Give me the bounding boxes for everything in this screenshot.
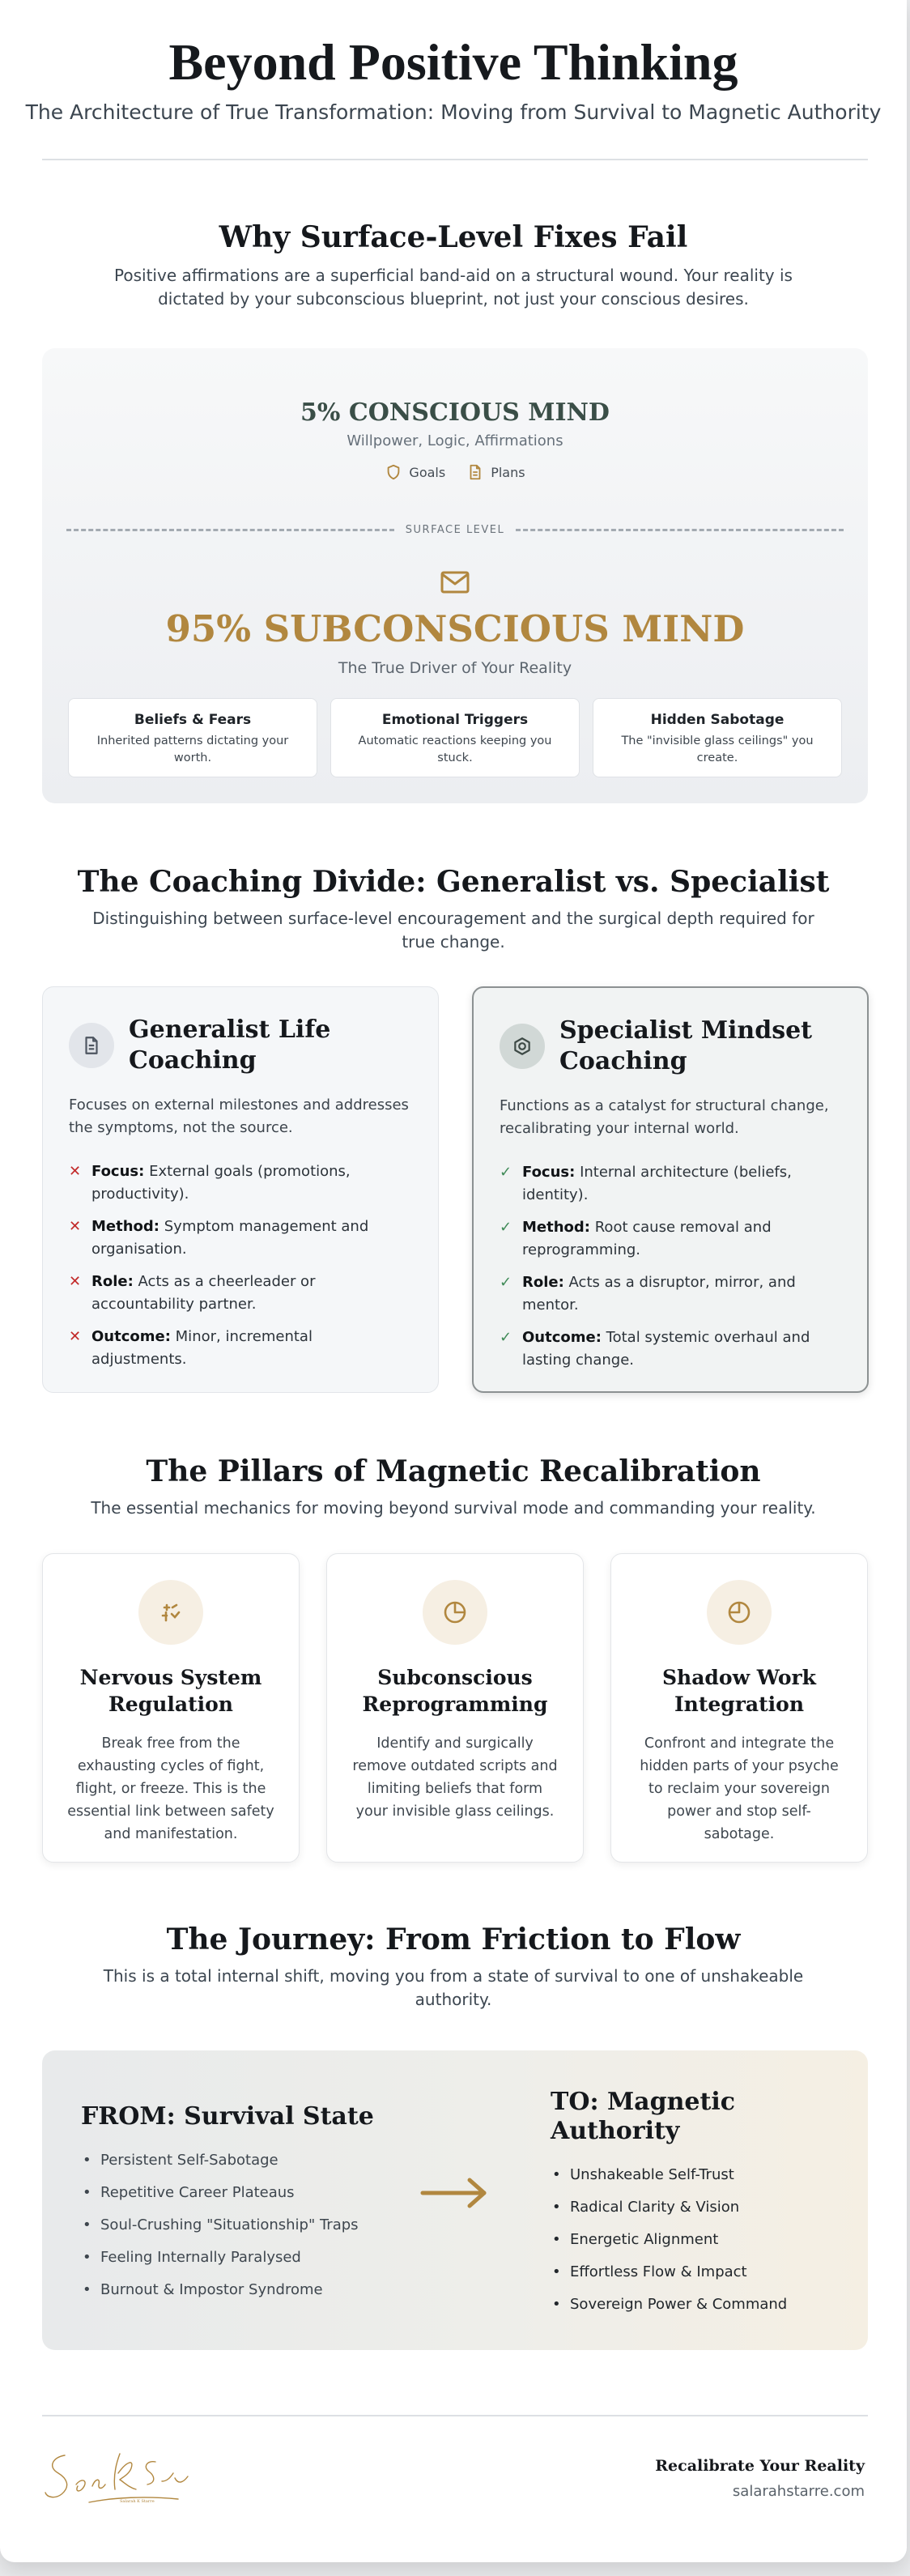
list-item: • Feeling Internally Paralysed — [81, 2242, 405, 2274]
tag-label: Plans — [491, 464, 525, 480]
target-icon — [512, 1036, 533, 1057]
subconscious-card-sabotage — [593, 698, 842, 777]
card-description: Inherited patterns dictating your worth. — [96, 734, 289, 764]
cross-icon: ✕ — [69, 1218, 82, 1235]
tag-label: Goals — [409, 464, 446, 480]
conscious-tags — [42, 463, 868, 481]
svg-text:Salarah K Starre: Salarah K Starre — [120, 2499, 155, 2504]
to-column — [551, 2088, 826, 2321]
surface-level-divider — [66, 522, 844, 538]
generalist-badge — [69, 1023, 114, 1068]
section-title-coaching: The Coaching Divide: Generalist vs. Specialist — [77, 865, 830, 899]
pillar-icon-circle — [138, 1580, 203, 1645]
subconscious-card-triggers — [330, 698, 580, 777]
signature-logo — [40, 2438, 199, 2515]
generalist-description: Focuses on external milestones and addresses the symptoms, not the source. — [69, 1096, 409, 1136]
tag-plans — [466, 463, 525, 481]
list-item: ✓ Outcome: Total systemic overhaul and lasting change. — [500, 1326, 841, 1372]
subconscious-mind-subtitle: The True Driver of Your Reality — [338, 659, 572, 677]
specialist-description: Functions as a catalyst for structural change, recalibrating your internal world. — [500, 1097, 829, 1137]
section-subtitle-pillars: The essential mechanics for moving beyond survival mode and commanding your reality. — [91, 1498, 816, 1518]
card-description: Automatic reactions keeping you stuck. — [358, 734, 552, 764]
conscious-mind-subtitle: Willpower, Logic, Affirmations — [347, 432, 563, 449]
page-title: Beyond Positive Thinking — [168, 33, 738, 91]
pillar-card-nervous-system — [42, 1553, 300, 1863]
list-item: • Energetic Alignment — [551, 2224, 826, 2256]
list-item: • Unshakeable Self-Trust — [551, 2159, 826, 2191]
section-subtitle-journey: This is a total internal shift, moving you from a state of survival to one of unshakeable authority. — [103, 1966, 804, 2009]
section-title-journey: The Journey: From Friction to Flow — [166, 1922, 741, 1956]
generalist-coaching-card — [42, 986, 439, 1393]
list-item: • Radical Clarity & Vision — [551, 2191, 826, 2224]
list-item: ✓ Method: Root cause removal and reprogramming. — [500, 1216, 841, 1262]
check-icon: ✓ — [500, 1219, 512, 1236]
section-title-pillars: The Pillars of Magnetic Recalibration — [146, 1454, 761, 1488]
pillar-icon-circle — [707, 1580, 772, 1645]
from-column — [81, 2102, 405, 2306]
card-title: Hidden Sabotage — [650, 712, 785, 728]
pillar-title: Nervous System Regulation — [79, 1666, 262, 1716]
cross-icon: ✕ — [69, 1273, 82, 1290]
arrow-right-icon — [419, 2175, 489, 2211]
card-title: Emotional Triggers — [381, 712, 529, 728]
mind-iceberg-panel — [42, 348, 868, 803]
pillar-description: Break free from the exhausting cycles of fight, flight, or freeze. This is the essential link between safety and manifestation. — [67, 1735, 274, 1842]
pie-chart-icon — [440, 1598, 470, 1627]
pillar-title: Subconscious Reprogramming — [362, 1666, 548, 1716]
pillar-title: Shadow Work Integration — [661, 1666, 816, 1716]
document-icon — [81, 1035, 102, 1056]
specialist-badge — [500, 1024, 545, 1069]
from-title: FROM: Survival State — [81, 2102, 374, 2131]
envelope-icon — [439, 568, 471, 596]
specialist-title: Specialist Mindset Coaching — [559, 1016, 813, 1075]
pillar-card-shadow-work — [610, 1553, 868, 1863]
cross-icon: ✕ — [69, 1163, 82, 1180]
pillar-description: Identify and surgically remove outdated scripts and limiting beliefs that form your invisible glass ceilings. — [352, 1735, 558, 1820]
list-item: • Soul-Crushing "Situationship" Traps — [81, 2209, 405, 2242]
list-item: • Sovereign Power & Command — [551, 2289, 826, 2321]
generalist-title: Generalist Life Coaching — [129, 1015, 331, 1075]
list-item: ✕ Method: Symptom management and organisation. — [69, 1216, 412, 1261]
footer-url-link[interactable]: salarahstarre.com — [732, 2483, 865, 2500]
cross-icon: ✕ — [69, 1328, 82, 1345]
surface-level-label: SURFACE LEVEL — [405, 523, 505, 536]
page-subtitle: The Architecture of True Transformation: Moving from Survival to Magnetic Authority — [25, 100, 882, 124]
list-item: • Repetitive Career Plateaus — [81, 2177, 405, 2209]
check-icon: ✓ — [500, 1329, 512, 1346]
list-item: ✕ Outcome: Minor, incremental adjustments. — [69, 1326, 412, 1371]
section-subtitle-surface-fixes: Positive affirmations are a superficial band-aid on a structural wound. Your reality is dictated by your subconscious blueprint, not just your conscious desires. — [114, 266, 793, 309]
section-subtitle-coaching: Distinguishing between surface-level encouragement and the surgical depth required for true change. — [92, 909, 814, 952]
document-icon — [466, 463, 484, 481]
subconscious-card-beliefs — [68, 698, 317, 777]
generalist-list — [69, 1160, 412, 1371]
to-title: TO: Magnetic Authority — [551, 2088, 736, 2145]
footer-divider — [42, 2415, 868, 2416]
list-item: • Effortless Flow & Impact — [551, 2256, 826, 2289]
tag-goals — [385, 463, 445, 481]
list-item: • Burnout & Impostor Syndrome — [81, 2274, 405, 2306]
to-list — [551, 2159, 826, 2321]
pillar-icon-circle — [423, 1580, 487, 1645]
divider — [42, 159, 868, 160]
shield-icon — [385, 463, 402, 481]
card-title: Beliefs & Fears — [134, 712, 252, 728]
list-item: ✓ Focus: Internal architecture (beliefs, identity). — [500, 1161, 841, 1207]
subconscious-mind-title: 95% SUBCONSCIOUS MIND — [165, 607, 745, 650]
card-description: The "invisible glass ceilings" you create. — [621, 734, 814, 764]
specialist-list — [500, 1161, 841, 1372]
pillar-card-reprogramming — [326, 1553, 584, 1863]
section-title-surface-fixes: Why Surface-Level Fixes Fail — [219, 220, 688, 254]
list-item: ✕ Focus: External goals (promotions, productivity). — [69, 1160, 412, 1206]
list-item: • Persistent Self-Sabotage — [81, 2144, 405, 2177]
list-item: ✕ Role: Acts as a cheerleader or accountability partner. — [69, 1271, 412, 1316]
conscious-mind-title: 5% CONSCIOUS MIND — [300, 398, 610, 427]
list-item: ✓ Role: Acts as a disruptor, mirror, and mentor. — [500, 1271, 841, 1317]
check-icon: ✓ — [500, 1164, 512, 1181]
footer-brand: Recalibrate Your Reality — [655, 2457, 865, 2475]
journey-panel — [42, 2050, 868, 2350]
specialist-coaching-card — [472, 986, 869, 1393]
pillar-description: Confront and integrate the hidden parts of your psyche to reclaim your sovereign power and stop self-sabotage. — [640, 1735, 839, 1842]
check-icon: ✓ — [500, 1274, 512, 1291]
half-circle-icon — [725, 1598, 754, 1627]
from-list — [81, 2144, 405, 2306]
nervous-system-icon — [156, 1598, 185, 1627]
